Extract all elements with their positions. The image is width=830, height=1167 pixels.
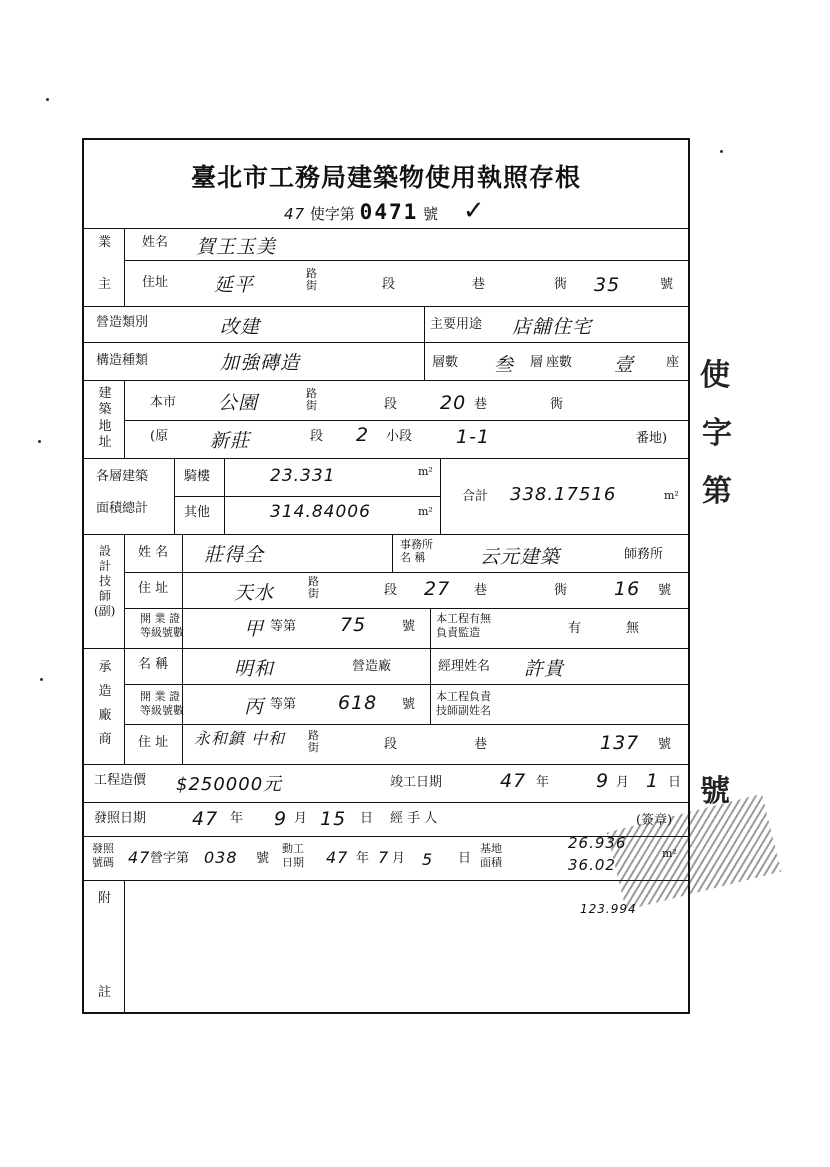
completion-month-unit: 月 — [616, 775, 630, 790]
units-label: 座數 — [546, 355, 573, 370]
contractor-lane-label: 巷 — [474, 737, 488, 752]
permit-number: 0471 — [359, 200, 419, 224]
site-seg-value: 2 — [356, 424, 370, 446]
designer-section-label: 段 — [384, 583, 398, 598]
side-char-1: 使 — [700, 358, 730, 393]
site-lane-label: 巷 — [474, 397, 488, 412]
site-city-label: 本市 — [150, 395, 177, 410]
completion-year-unit: 年 — [536, 775, 550, 790]
designer-license-grade: 甲 — [244, 618, 265, 640]
arcade-label: 騎樓 — [184, 469, 211, 484]
site-road-value: 公園 — [218, 392, 259, 414]
site-road-label: 路 街 — [306, 387, 317, 413]
contractor-license-grade: 丙 — [244, 696, 265, 718]
main-use-label: 主要用途 — [430, 317, 483, 332]
site-area-1: 26.936 — [568, 834, 627, 852]
issue-label: 發照日期 — [94, 811, 147, 826]
completion-label: 竣工日期 — [390, 775, 443, 790]
contractor-section-label: 段 — [384, 737, 398, 752]
issue-day-unit: 日 — [360, 811, 374, 826]
start-month: 7 — [378, 848, 390, 867]
total-unit: m² — [664, 489, 679, 502]
designer-address-value: 天水 — [234, 582, 275, 604]
site-chars: 建 築 地 址 — [98, 386, 112, 450]
designer-lane-value: 27 — [424, 578, 451, 600]
floors-label: 層數 — [432, 355, 459, 370]
area-note: 123.994 — [580, 902, 637, 916]
contractor-name-value: 明和 — [234, 658, 275, 680]
site-lot-value: 1-1 — [456, 426, 491, 448]
area-label-1: 各層建築 — [96, 469, 149, 484]
start-year-unit: 年 — [356, 851, 370, 866]
site-section-label: 段 — [384, 397, 398, 412]
owner-name-value: 賀王玉美 — [196, 236, 277, 258]
owner-no-value: 35 — [594, 274, 621, 296]
cost-label: 工程造價 — [94, 773, 147, 788]
structure-label: 構造種類 — [96, 353, 149, 368]
area-label-2: 面積總計 — [96, 501, 149, 516]
side-char-4: 號 — [700, 774, 730, 809]
designer-road-label: 路 街 — [308, 575, 319, 601]
start-date-label: 動工 日期 — [282, 842, 304, 869]
completion-day: 1 — [646, 770, 660, 792]
contractor-chars: 承 造 廠 商 — [98, 660, 112, 748]
contractor-road-label: 路 街 — [308, 729, 319, 755]
other-label: 其他 — [184, 505, 211, 520]
site-street-label: 衖 — [550, 397, 564, 412]
handler-label: 經 手 人 — [390, 811, 438, 826]
designer-name-value: 莊得全 — [204, 544, 265, 566]
contractor-address-value: 永和鎮 中和 — [194, 729, 286, 748]
completion-year: 47 — [500, 770, 527, 792]
permit-number-line — [284, 196, 486, 226]
start-year: 47 — [326, 848, 349, 867]
owner-address-value: 延平 — [214, 274, 255, 296]
notes-char-2: 註 — [98, 985, 112, 1000]
unit-unit: 座 — [666, 355, 680, 370]
start-day: 5 — [422, 850, 434, 869]
contractor-license-mid: 等第 — [270, 697, 297, 712]
start-month-unit: 月 — [392, 851, 406, 866]
arcade-unit: m² — [418, 465, 433, 478]
designer-license-label: 開 業 證 等級號數 — [140, 612, 184, 639]
building-permit-year: 47 — [128, 848, 151, 867]
issue-year: 47 — [192, 808, 219, 830]
issue-year-unit: 年 — [230, 811, 244, 826]
designer-name-label: 姓 名 — [138, 545, 169, 560]
manager-label: 經理姓名 — [438, 659, 491, 674]
owner-char-1: 業 — [98, 235, 112, 250]
manager-value: 許貴 — [524, 658, 565, 680]
permit-year: 47 — [284, 205, 306, 223]
construction-type-value: 改建 — [220, 316, 261, 338]
site-lane-value: 20 — [440, 392, 467, 414]
building-permit-no: 038 — [204, 848, 238, 867]
engineer-label: 本工程負責 技師副姓名 — [436, 690, 491, 717]
supervise-label: 本工程有無 負責監造 — [436, 612, 491, 639]
contractor-name-suffix: 營造廠 — [352, 659, 392, 674]
contractor-license-no: 618 — [338, 692, 378, 714]
owner-road-label: 路 街 — [306, 267, 317, 293]
designer-address-label: 住 址 — [138, 581, 169, 596]
issue-month: 9 — [274, 808, 288, 830]
owner-address-label: 住址 — [142, 275, 169, 290]
side-char-3: 第 — [702, 474, 732, 509]
form-title: 臺北市工務局建築物使用執照存根 — [190, 163, 581, 192]
check-mark: ✓ — [462, 196, 486, 226]
ink-stamp — [607, 794, 782, 910]
total-label: 合計 — [462, 489, 489, 504]
other-unit: m² — [418, 505, 433, 518]
notes-char-1: 附 — [98, 891, 112, 906]
owner-lane-label: 巷 — [472, 277, 486, 292]
floors-value: 叁 — [494, 354, 515, 376]
side-char-2: 字 — [702, 416, 732, 451]
site-lot-label: 番地) — [636, 431, 668, 446]
supervise-value: 有 — [568, 621, 582, 636]
building-permit-word: 營字第 — [150, 851, 190, 866]
building-permit-no-unit: 號 — [256, 851, 270, 866]
owner-char-2: 主 — [98, 277, 112, 292]
site-orig-label: (原 — [150, 429, 169, 444]
designer-license-suffix: 號 — [402, 619, 416, 634]
issue-day: 15 — [320, 808, 347, 830]
supervise-none: 無 — [626, 621, 640, 636]
structure-value: 加強磚造 — [220, 352, 301, 374]
site-small-seg-label: 小段 — [386, 429, 413, 444]
floor-unit: 層 — [530, 355, 544, 370]
other-value: 314.84006 — [270, 502, 371, 522]
office-value: 云元建築 — [480, 546, 561, 568]
contractor-address-label: 住 址 — [138, 735, 169, 750]
site-area-unit: m² — [662, 847, 677, 860]
permit-suffix: 號 — [423, 205, 439, 223]
site-orig-value: 新莊 — [210, 430, 251, 452]
site-area-2: 36.02 — [568, 856, 616, 874]
completion-day-unit: 日 — [668, 775, 682, 790]
owner-section-label: 段 — [382, 277, 396, 292]
units-value: 壹 — [614, 354, 635, 376]
designer-license-no: 75 — [340, 614, 367, 636]
sign-label: (簽章) — [636, 813, 673, 828]
permit-word: 使字第 — [309, 205, 355, 223]
start-day-unit: 日 — [458, 851, 472, 866]
site-seg-label: 段 — [310, 429, 324, 444]
issue-month-unit: 月 — [294, 811, 308, 826]
contractor-license-label: 開 業 證 等級號數 — [140, 690, 184, 717]
main-use-value: 店舖住宅 — [512, 316, 593, 338]
owner-street-label: 衖 — [554, 277, 568, 292]
total-value: 338.17516 — [510, 484, 617, 505]
construction-type-label: 營造類別 — [96, 315, 149, 330]
permit-form — [82, 138, 690, 1014]
contractor-license-suffix: 號 — [402, 697, 416, 712]
designer-no-label: 號 — [658, 583, 672, 598]
designer-chars: 設 計 技 師 (副) — [94, 544, 116, 618]
completion-month: 9 — [596, 770, 610, 792]
owner-name-label: 姓名 — [142, 235, 169, 250]
designer-lane-label: 巷 — [474, 583, 488, 598]
designer-street-label: 衖 — [554, 583, 568, 598]
designer-license-mid: 等第 — [270, 619, 297, 634]
arcade-value: 23.331 — [270, 466, 336, 486]
contractor-no-label: 號 — [658, 737, 672, 752]
contractor-no-value: 137 — [600, 732, 640, 754]
building-permit-label: 發照 號碼 — [92, 842, 114, 869]
designer-no-value: 16 — [614, 578, 641, 600]
site-area-label: 基地 面積 — [480, 842, 502, 869]
office-label: 事務所 名 稱 — [400, 538, 433, 565]
owner-no-label: 號 — [660, 277, 674, 292]
contractor-name-label: 名 稱 — [138, 657, 169, 672]
office-suffix: 師務所 — [624, 547, 664, 562]
cost-value: $250000元 — [176, 774, 283, 795]
